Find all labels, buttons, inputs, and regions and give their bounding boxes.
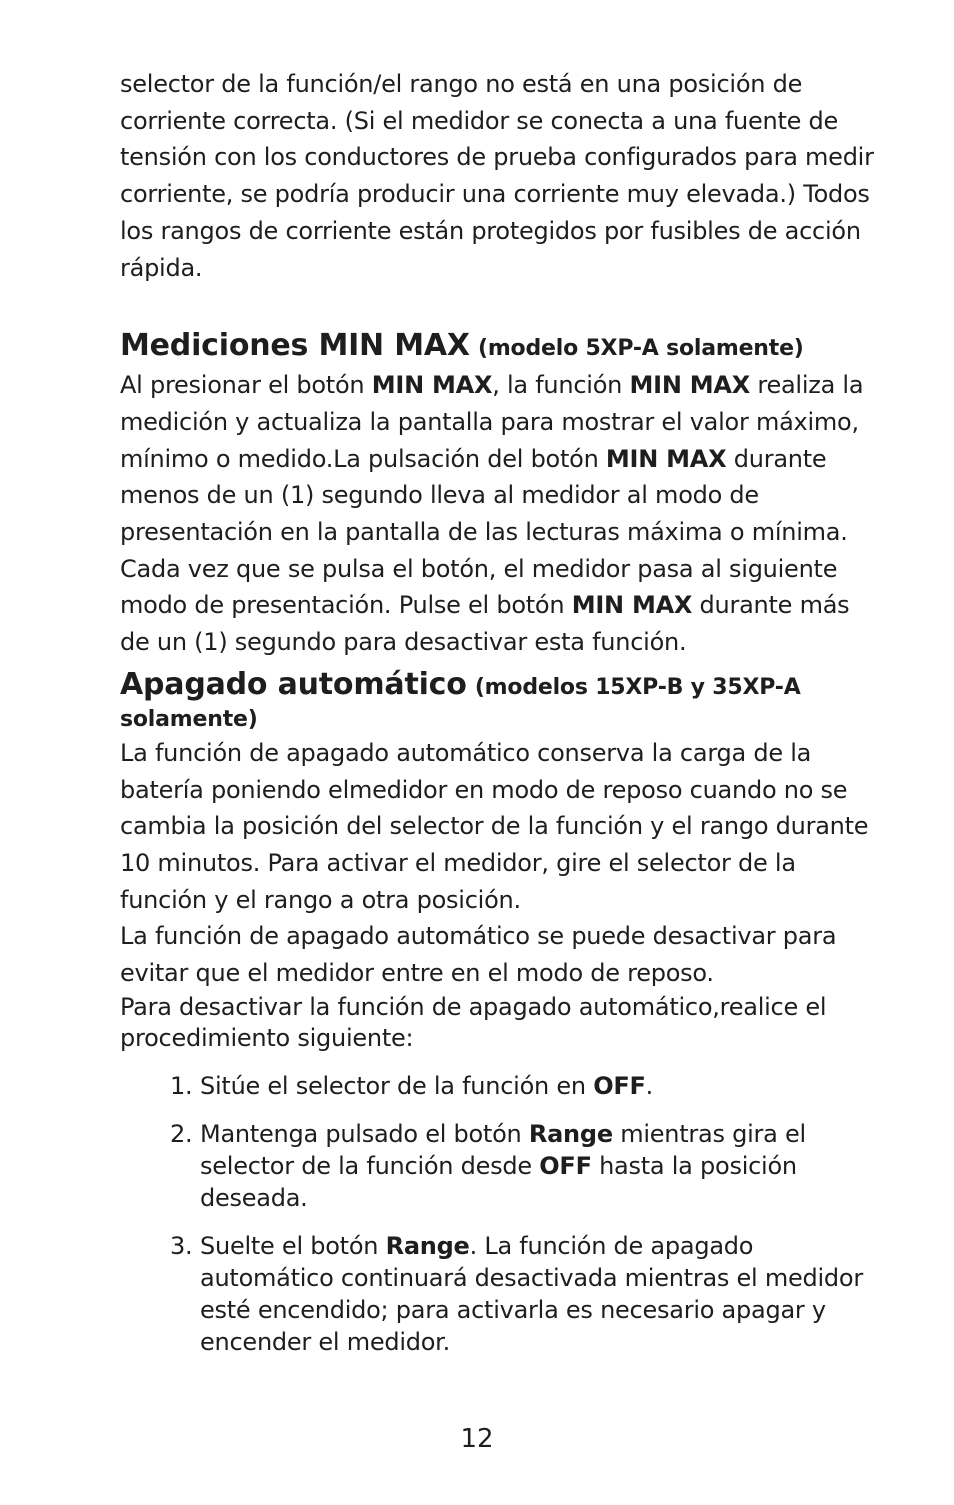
- text-run: .: [645, 1071, 654, 1100]
- text-run: , la función: [492, 371, 630, 400]
- bold-run: MIN MAX: [605, 444, 727, 473]
- text-run: Mantenga pulsado el botón: [200, 1119, 529, 1148]
- intro-paragraph: selector de la función/el rango no está en una posición de corriente correcta. (Si el medidor se conecta a una fuente de tensión con los conductores de prueba configurados para medir corriente, se podría producir una corriente muy elevada.) Todos los rangos de corriente están protegidos por fusibles de acción rápida.: [120, 70, 874, 282]
- bold-run: Range: [385, 1231, 470, 1260]
- text-run: mientras gira el selector de la función desde: [200, 1119, 806, 1180]
- text-run: Suelte el botón: [200, 1231, 386, 1260]
- step-number: 3.: [170, 1231, 193, 1260]
- minmax-heading: [120, 328, 880, 367]
- step-number: 2.: [170, 1119, 193, 1148]
- bold-run: Range: [528, 1119, 613, 1148]
- autooff-heading: [120, 666, 880, 735]
- text-run: . La función de apagado automático continuará desactivada mientras el medidor esté encendido; para activarla es necesario apagar y encender el medidor.: [200, 1231, 863, 1356]
- list-item: [170, 1118, 880, 1214]
- autooff-heading-subtitle: (modelos 15XP-B y 35XP-A solamente): [120, 674, 801, 732]
- page-content: [120, 66, 880, 1374]
- step-number: 1.: [170, 1071, 193, 1100]
- procedure-list: [120, 1070, 880, 1358]
- autooff-paragraph-1: La función de apagado automático conserva la carga de la batería poniendo elmedidor en modo de reposo cuando no se cambia la posición del selector de la función y el rango durante 10 minutos. Para activar el medidor, gire el selector de la función y el rango a otra posición.: [120, 738, 869, 914]
- list-item: [170, 1070, 880, 1102]
- bold-run: MIN MAX: [371, 371, 493, 400]
- page-number: 12: [460, 1424, 494, 1454]
- autooff-heading-title: Apagado automático: [120, 666, 467, 702]
- text-run: realiza la medición y actualiza la pantalla para mostrar el valor máximo, mínimo o medido.La pulsación del botón: [120, 371, 864, 473]
- minmax-heading-subtitle: (modelo 5XP-A solamente): [477, 336, 804, 362]
- text-run: Al presionar el botón: [120, 371, 372, 400]
- text-run: durante menos de un (1) segundo lleva al medidor al modo de presentación en la pantalla de las lecturas máxima o mínima. Cada vez que se pulsa el botón, el medidor pasa al siguiente modo de presentación. Pulse el botón: [120, 444, 848, 620]
- autooff-paragraph-3: Para desactivar la función de apagado automático,realice el procedimiento siguiente:: [120, 992, 827, 1052]
- autooff-paragraph-2: La función de apagado automático se puede desactivar para evitar que el medidor entre en el modo de reposo.: [120, 922, 837, 988]
- bold-run: OFF: [539, 1151, 592, 1180]
- minmax-heading-title: Mediciones MIN MAX: [120, 328, 470, 364]
- list-item: [170, 1230, 880, 1358]
- text-run: hasta la posición deseada.: [200, 1151, 797, 1212]
- text-run: Sitúe el selector de la función en: [200, 1071, 594, 1100]
- minmax-paragraph: [120, 367, 880, 661]
- bold-run: MIN MAX: [571, 591, 693, 620]
- bold-run: MIN MAX: [629, 371, 750, 400]
- bold-run: OFF: [593, 1071, 646, 1100]
- text-run: durante más de un (1) segundo para desactivar esta función.: [120, 591, 850, 657]
